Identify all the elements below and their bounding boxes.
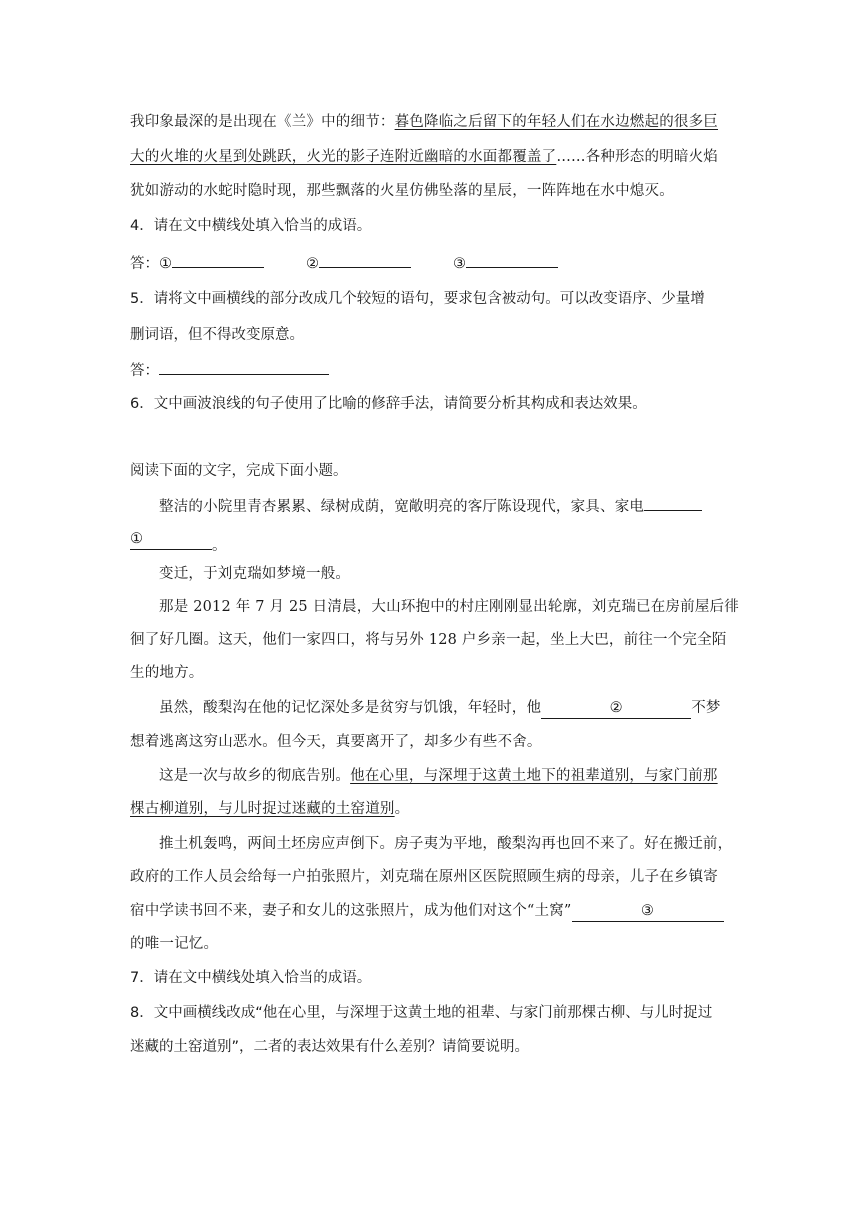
passage1-line3 bbox=[130, 181, 730, 201]
underlined-sentence: 大的火堆的火星到处跳跃，火光的影子连附近幽暗的水面都覆盖了 bbox=[130, 149, 557, 165]
question-5-answer bbox=[130, 360, 730, 381]
section2-p5-line1 bbox=[159, 766, 730, 786]
paragraph-text: 不梦 bbox=[691, 700, 721, 716]
answer-blank-1[interactable] bbox=[172, 253, 264, 268]
section2-p2: 变迁，于刘克瑞如梦境一般。 bbox=[159, 566, 351, 582]
blank-mark-1: ① bbox=[130, 531, 144, 547]
underlined-sentence: 暮色降临之后留下的年轻人们在水边燃起的很多巨 bbox=[394, 114, 719, 130]
section2-p4-line2: 想着逃离这穷山恶水。但今天，真要离开了，却多少有些不舍。 bbox=[130, 734, 542, 750]
question-4: 4．请在文中横线处填入恰当的成语。 bbox=[130, 218, 372, 234]
underlined-sentence: 他在心里，与深埋于这黄土地下的祖辈道别，与家门前那 bbox=[350, 768, 718, 784]
paragraph-text: 。 bbox=[394, 801, 410, 817]
fill-blank-2[interactable] bbox=[541, 698, 691, 719]
question-4-answer bbox=[130, 253, 730, 274]
passage1-line1 bbox=[130, 112, 730, 132]
answer-blank[interactable] bbox=[159, 360, 329, 375]
section2-p1-line2 bbox=[130, 529, 730, 556]
question-7: 7．请在文中横线处填入恰当的成语。 bbox=[130, 970, 372, 986]
section2-p4-line1 bbox=[159, 698, 730, 719]
question-8-line2: 迷藏的土窑道别”，二者的表达效果有什么差别？请简要说明。 bbox=[130, 1039, 530, 1055]
section2-p3-line2: 徊了好几圈。这天，他们一家四口，将与另外 128 户乡亲一起，坐上大巴，前往一个完全陌 bbox=[130, 632, 727, 648]
section2-p3-line3: 生的地方。 bbox=[130, 665, 204, 681]
blank-mark-3: ③ bbox=[640, 903, 655, 919]
section2-p6-line3 bbox=[130, 901, 730, 922]
paragraph-text: 宿中学读书回不来，妻子和女儿的这张照片，成为他们对这个“土窝” bbox=[130, 903, 572, 919]
section2-p6-line1: 推土机轰鸣，两间土坯房应声倒下。房子夷为平地，酸梨沟再也回不来了。好在搬迁前， bbox=[159, 836, 733, 852]
blank-mark-3: ③ bbox=[453, 256, 466, 272]
paragraph-text: 。 bbox=[212, 538, 227, 554]
answer-blank-3[interactable] bbox=[466, 253, 558, 268]
answer-blank-2[interactable] bbox=[319, 253, 411, 268]
question-5-line2: 删词语，但不得改变原意。 bbox=[130, 327, 304, 343]
passage1-text: ……各种形态的明暗火焰 bbox=[556, 149, 719, 165]
question-6: 6．文中画波浪线的句子使用了比喻的修辞手法，请简要分析其构成和表达效果。 bbox=[130, 396, 647, 412]
section2-intro: 阅读下面的文字，完成下面小题。 bbox=[130, 463, 348, 479]
section2-p5-line2 bbox=[130, 799, 730, 819]
paragraph-text: 虽然，酸梨沟在他的记忆深处多是贫穷与饥饿，年轻时，他 bbox=[159, 700, 542, 716]
fill-blank-1a[interactable] bbox=[644, 496, 702, 511]
passage1-text: 犹如游动的水蛇时隐时现，那些飘落的火星仿佛坠落的星辰，一阵阵地在水中熄灭。 bbox=[130, 183, 674, 199]
paragraph-text: 这是一次与故乡的彻底告别。 bbox=[159, 768, 351, 784]
passage1-line2 bbox=[130, 147, 730, 167]
fill-blank-1[interactable] bbox=[130, 529, 212, 550]
blank-mark-2: ② bbox=[306, 256, 319, 272]
section2-p3-line1: 那是 2012 年 7 月 25 日清晨，大山环抱中的村庄刚刚显出轮廓，刘克瑞已在房前屋后徘 bbox=[159, 599, 739, 615]
section2-p6-line2: 政府的工作人员会给每一户拍张照片，刘克瑞在原州区医院照顾生病的母亲，儿子在乡镇寄 bbox=[130, 869, 718, 885]
question-5-line1: 5．请将文中画横线的部分改成几个较短的语句，要求包含被动句。可以改变语序、少量增 bbox=[130, 291, 705, 307]
blank-mark-1: ① bbox=[159, 256, 172, 272]
underlined-sentence: 棵古柳道别，与儿时捉过迷藏的土窑道别 bbox=[130, 801, 395, 817]
answer-label: 答： bbox=[130, 256, 159, 272]
section2-p6-line4: 的唯一记忆。 bbox=[130, 936, 219, 952]
answer-label: 答： bbox=[130, 363, 159, 379]
paragraph-text: 整洁的小院里青杏累累、绿树成荫，宽敞明亮的客厅陈设现代，家具、家电 bbox=[159, 499, 645, 515]
blank-mark-2: ② bbox=[609, 700, 623, 716]
question-8-line1: 8．文中画横线改成“他在心里，与深埋于这黄土地的祖辈、与家门前那棵古柳、与儿时捉过 bbox=[130, 1005, 713, 1021]
section2-p1-line1 bbox=[159, 496, 730, 517]
fill-blank-3[interactable] bbox=[572, 901, 724, 922]
passage1-text: 我印象最深的是出现在《兰》中的细节： bbox=[130, 114, 395, 130]
